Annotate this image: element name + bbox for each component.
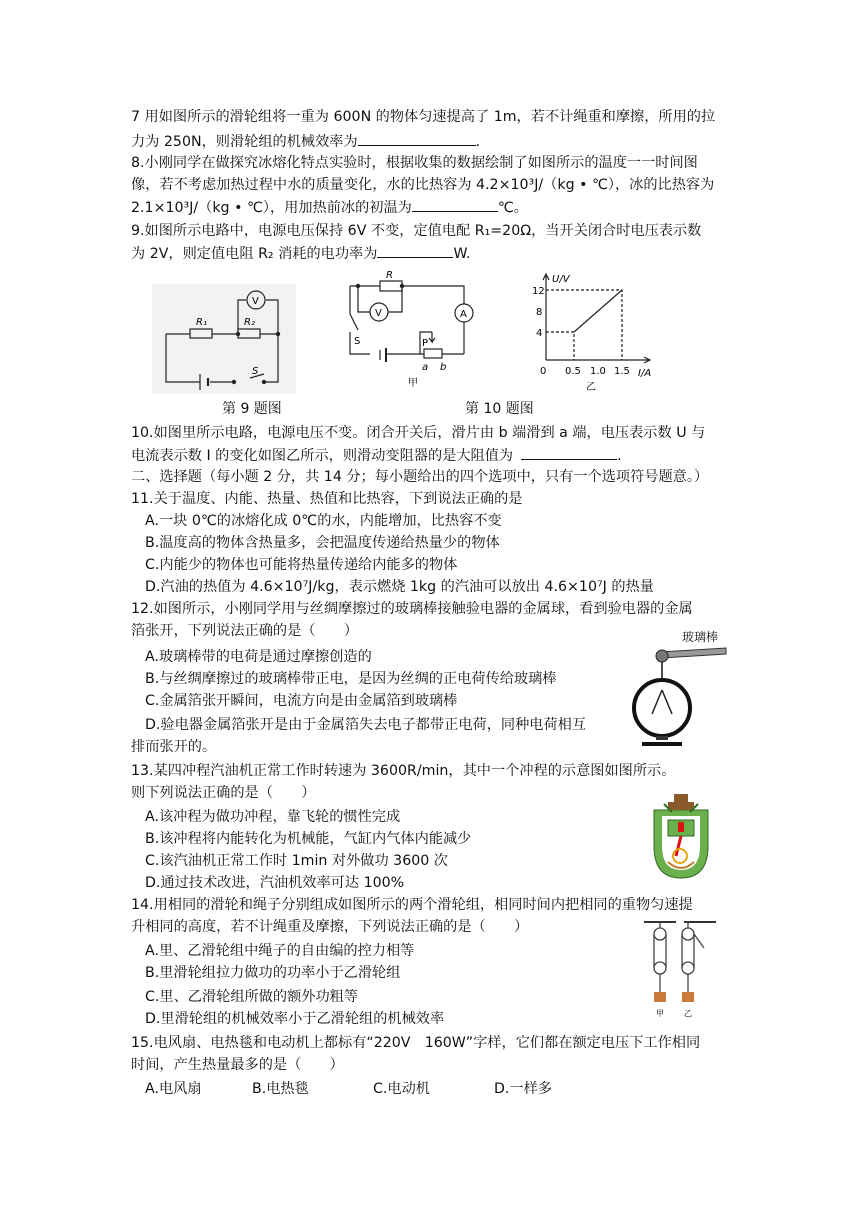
q11-option-b[interactable]: B.温度高的物体含热量多，会把温度传递给热量少的物体: [145, 535, 500, 551]
q15-option-a[interactable]: A.电风扇: [145, 1081, 202, 1097]
fig10-r-label: R: [386, 270, 393, 281]
q8-line-2: 像，若不考虑加热过程中水的质量变化，水的比热容为 4.2×10³J/（kg • ℃），冰的比热容为: [131, 177, 715, 193]
engine-cylinder-icon: [650, 792, 712, 884]
fig10-circuit: [340, 270, 480, 396]
q7-text: 力为 250N，则滑轮组的机械效率为: [131, 134, 358, 150]
q13-option-a[interactable]: A.该冲程为做功冲程，靠飞轮的惯性完成: [145, 809, 401, 825]
q8-text: 2.1×10³J/（kg • ℃），用加热前冰的初温为: [131, 200, 412, 216]
fig10-a-end-label: a: [422, 362, 429, 373]
section-2-heading: 二、选择题（每小题 2 分，共 14 分；每小题给出的四个选项中，只有一个选项符号题意。）: [131, 469, 709, 485]
q12-option-d-line-1[interactable]: D.验电器金属箔张开是由于金属箔失去电子都带正电荷，同种电荷相互: [145, 717, 587, 733]
pulley-systems-icon: [640, 918, 720, 1020]
fig9-v-label: V: [252, 296, 259, 307]
q14-line-2: 升相同的高度，若不计绳重及摩擦，下列说法正确的是（ ）: [131, 919, 529, 935]
q13-line-2: 则下列说法正确的是（ ）: [131, 785, 316, 801]
q9-line-2: [131, 242, 470, 265]
fig9-circuit-diagram: [152, 284, 296, 394]
q8-end: ℃。: [497, 200, 528, 216]
fig12-electroscope: [630, 628, 730, 752]
q14-option-d[interactable]: D.里滑轮组的机械效率小于乙滑轮组的机械效率: [145, 1011, 445, 1027]
fig12-glass-rod-label: 玻璃棒: [682, 630, 719, 644]
q13-option-d[interactable]: D.通过技术改进，汽油机效率可达 100%: [145, 875, 405, 891]
q10-answer-blank[interactable]: [521, 444, 617, 460]
fig10-y-axis-label: U/V: [552, 274, 570, 285]
fig9-circuit: [152, 284, 296, 394]
q12-line-2: 箔张开，下列说法正确的是（ ）: [131, 623, 359, 639]
fig13-engine: [650, 792, 712, 884]
fig14-jia-label: 甲: [656, 1009, 664, 1018]
q14-option-b[interactable]: B.里滑轮组拉力做功的功率小于乙滑轮组: [145, 965, 401, 981]
q7-line-2: [131, 130, 480, 153]
q13-option-c[interactable]: C.该汽油机正常工作时 1min 对外做功 3600 次: [145, 853, 448, 869]
q13-option-b[interactable]: B.该冲程将内能转化为机械能，气缸内气体内能减少: [145, 831, 472, 847]
fig9-r2-label: R₂: [244, 317, 255, 328]
fig9-r1-label: R₁: [196, 317, 207, 328]
q12-option-d-line-2: 排而张开的。: [131, 739, 217, 755]
q10-line-2: [131, 444, 622, 467]
q11-stem: 11.关于温度、内能、热量、热值和比热容，下到说法正确的是: [131, 491, 523, 507]
fig10-jia-label: 甲: [408, 378, 418, 389]
electroscope-icon: [630, 628, 730, 752]
q15-line-1: 15.电风扇、电热毯和电动机上都标有“220V 160W”字样，它们都在额定电压下工作相同: [131, 1035, 701, 1051]
fig9-caption: 第 9 题图: [222, 401, 282, 417]
q12-option-c[interactable]: C.金属箔张开瞬间，电流方向是由金属箔到玻璃棒: [145, 693, 458, 709]
q9-end: W.: [453, 246, 471, 262]
fig10-b-end-label: b: [440, 362, 447, 373]
q10-text: 电流表示数 I 的变化如图乙所示，则滑动变阻器的是大阻值为: [131, 448, 514, 464]
fig10-x-axis-label: I/A: [638, 368, 652, 379]
fig9-s-label: S: [252, 366, 259, 377]
q15-option-c[interactable]: C.电动机: [373, 1081, 430, 1097]
q8-answer-blank[interactable]: [412, 196, 498, 212]
q7-line-1: 7 用如图所示的滑轮组将一重为 600N 的物体匀速提高了 1m，若不计绳重和摩擦，所用的拉: [131, 109, 716, 125]
q9-answer-blank[interactable]: [377, 242, 453, 258]
fig10-v-label: V: [375, 308, 382, 319]
q15-option-b[interactable]: B.电热毯: [252, 1081, 309, 1097]
fig10-x-tick-05: 0.5: [565, 366, 581, 377]
q11-option-d[interactable]: D.汽油的热值为 4.6×10⁷J/kg，表示燃烧 1kg 的汽油可以放出 4.6×10⁷J 的热量: [145, 579, 654, 595]
q8-line-3: [131, 196, 528, 219]
fig10-a-label: A: [460, 309, 467, 320]
q12-option-a[interactable]: A.玻璃棒带的电荷是通过摩擦创造的: [145, 649, 372, 665]
fig10-y-tick-8: 8: [536, 307, 543, 318]
q14-line-1: 14.用相同的滑轮和绳子分别组成如图所示的两个滑轮组，相同时间内把相同的重物匀速提: [131, 897, 693, 913]
q12-option-b[interactable]: B.与丝绸摩擦过的玻璃棒带正电，是因为丝绸的正电荷传给玻璃棒: [145, 671, 557, 687]
q10-line-1: 10.如图里所示电路，电源电压不变。闭合开关后，滑片由 b 端滑到 a 端，电压表示数 U 与: [131, 425, 706, 441]
q11-option-a[interactable]: A.一块 0℃的冰熔化成 0℃的水，内能增加，比热容不变: [145, 513, 502, 529]
fig10-x-tick-10: 1.0: [590, 366, 606, 377]
q15-line-2: 时间，产生热量最多的是（ ）: [131, 1057, 344, 1073]
q7-answer-blank[interactable]: [358, 130, 476, 146]
fig10-caption: 第 10 题图: [465, 401, 534, 417]
fig10-circuit-diagram: [340, 270, 480, 396]
q10-end: .: [617, 448, 622, 464]
q15-option-d[interactable]: D.一样多: [494, 1081, 552, 1097]
q9-text: 为 2V，则定值电阻 R₂ 消耗的电功率为: [131, 246, 378, 262]
fig14-pulley-systems: [640, 918, 720, 1020]
q12-line-1: 12.如图所示，小刚同学用与丝绸摩擦过的玻璃棒接触验电器的金属球，看到验电器的金属: [131, 601, 693, 617]
fig10-y-tick-4: 4: [536, 328, 543, 339]
fig10-graph: [530, 270, 660, 396]
fig10-y-tick-12: 12: [532, 286, 545, 297]
q13-line-1: 13.某四冲程汽油机正常工作时转速为 3600R/min，其中一个冲程的示意图如图所示。: [131, 763, 676, 779]
q7-end: .: [475, 134, 481, 150]
q9-line-1: 9.如图所示电路中，电源电压保持 6V 不变，定值电配 R₁=20Ω，当开关闭合时电压表示数: [131, 223, 702, 239]
q11-option-c[interactable]: C.内能少的物体也可能将热量传递给内能多的物体: [145, 557, 458, 573]
fig10-ui-graph: [530, 270, 660, 396]
fig10-p-label: P: [422, 338, 429, 349]
q8-line-1: 8.小刚同学在做探究冰熔化特点实验时，根据收集的数据绘制了如图所示的温度一一时间图: [131, 155, 698, 171]
q14-option-a[interactable]: A.里、乙滑轮组中绳子的自由编的控力相等: [145, 943, 415, 959]
fig10-x-tick-0: 0: [540, 366, 547, 377]
fig10-x-tick-15: 1.5: [614, 366, 630, 377]
fig10-yi-label: 乙: [586, 382, 596, 393]
fig10-s-label: S: [354, 336, 361, 347]
q14-option-c[interactable]: C.里、乙滑轮组所做的额外功粗等: [145, 989, 359, 1005]
fig14-yi-label: 乙: [684, 1009, 692, 1018]
